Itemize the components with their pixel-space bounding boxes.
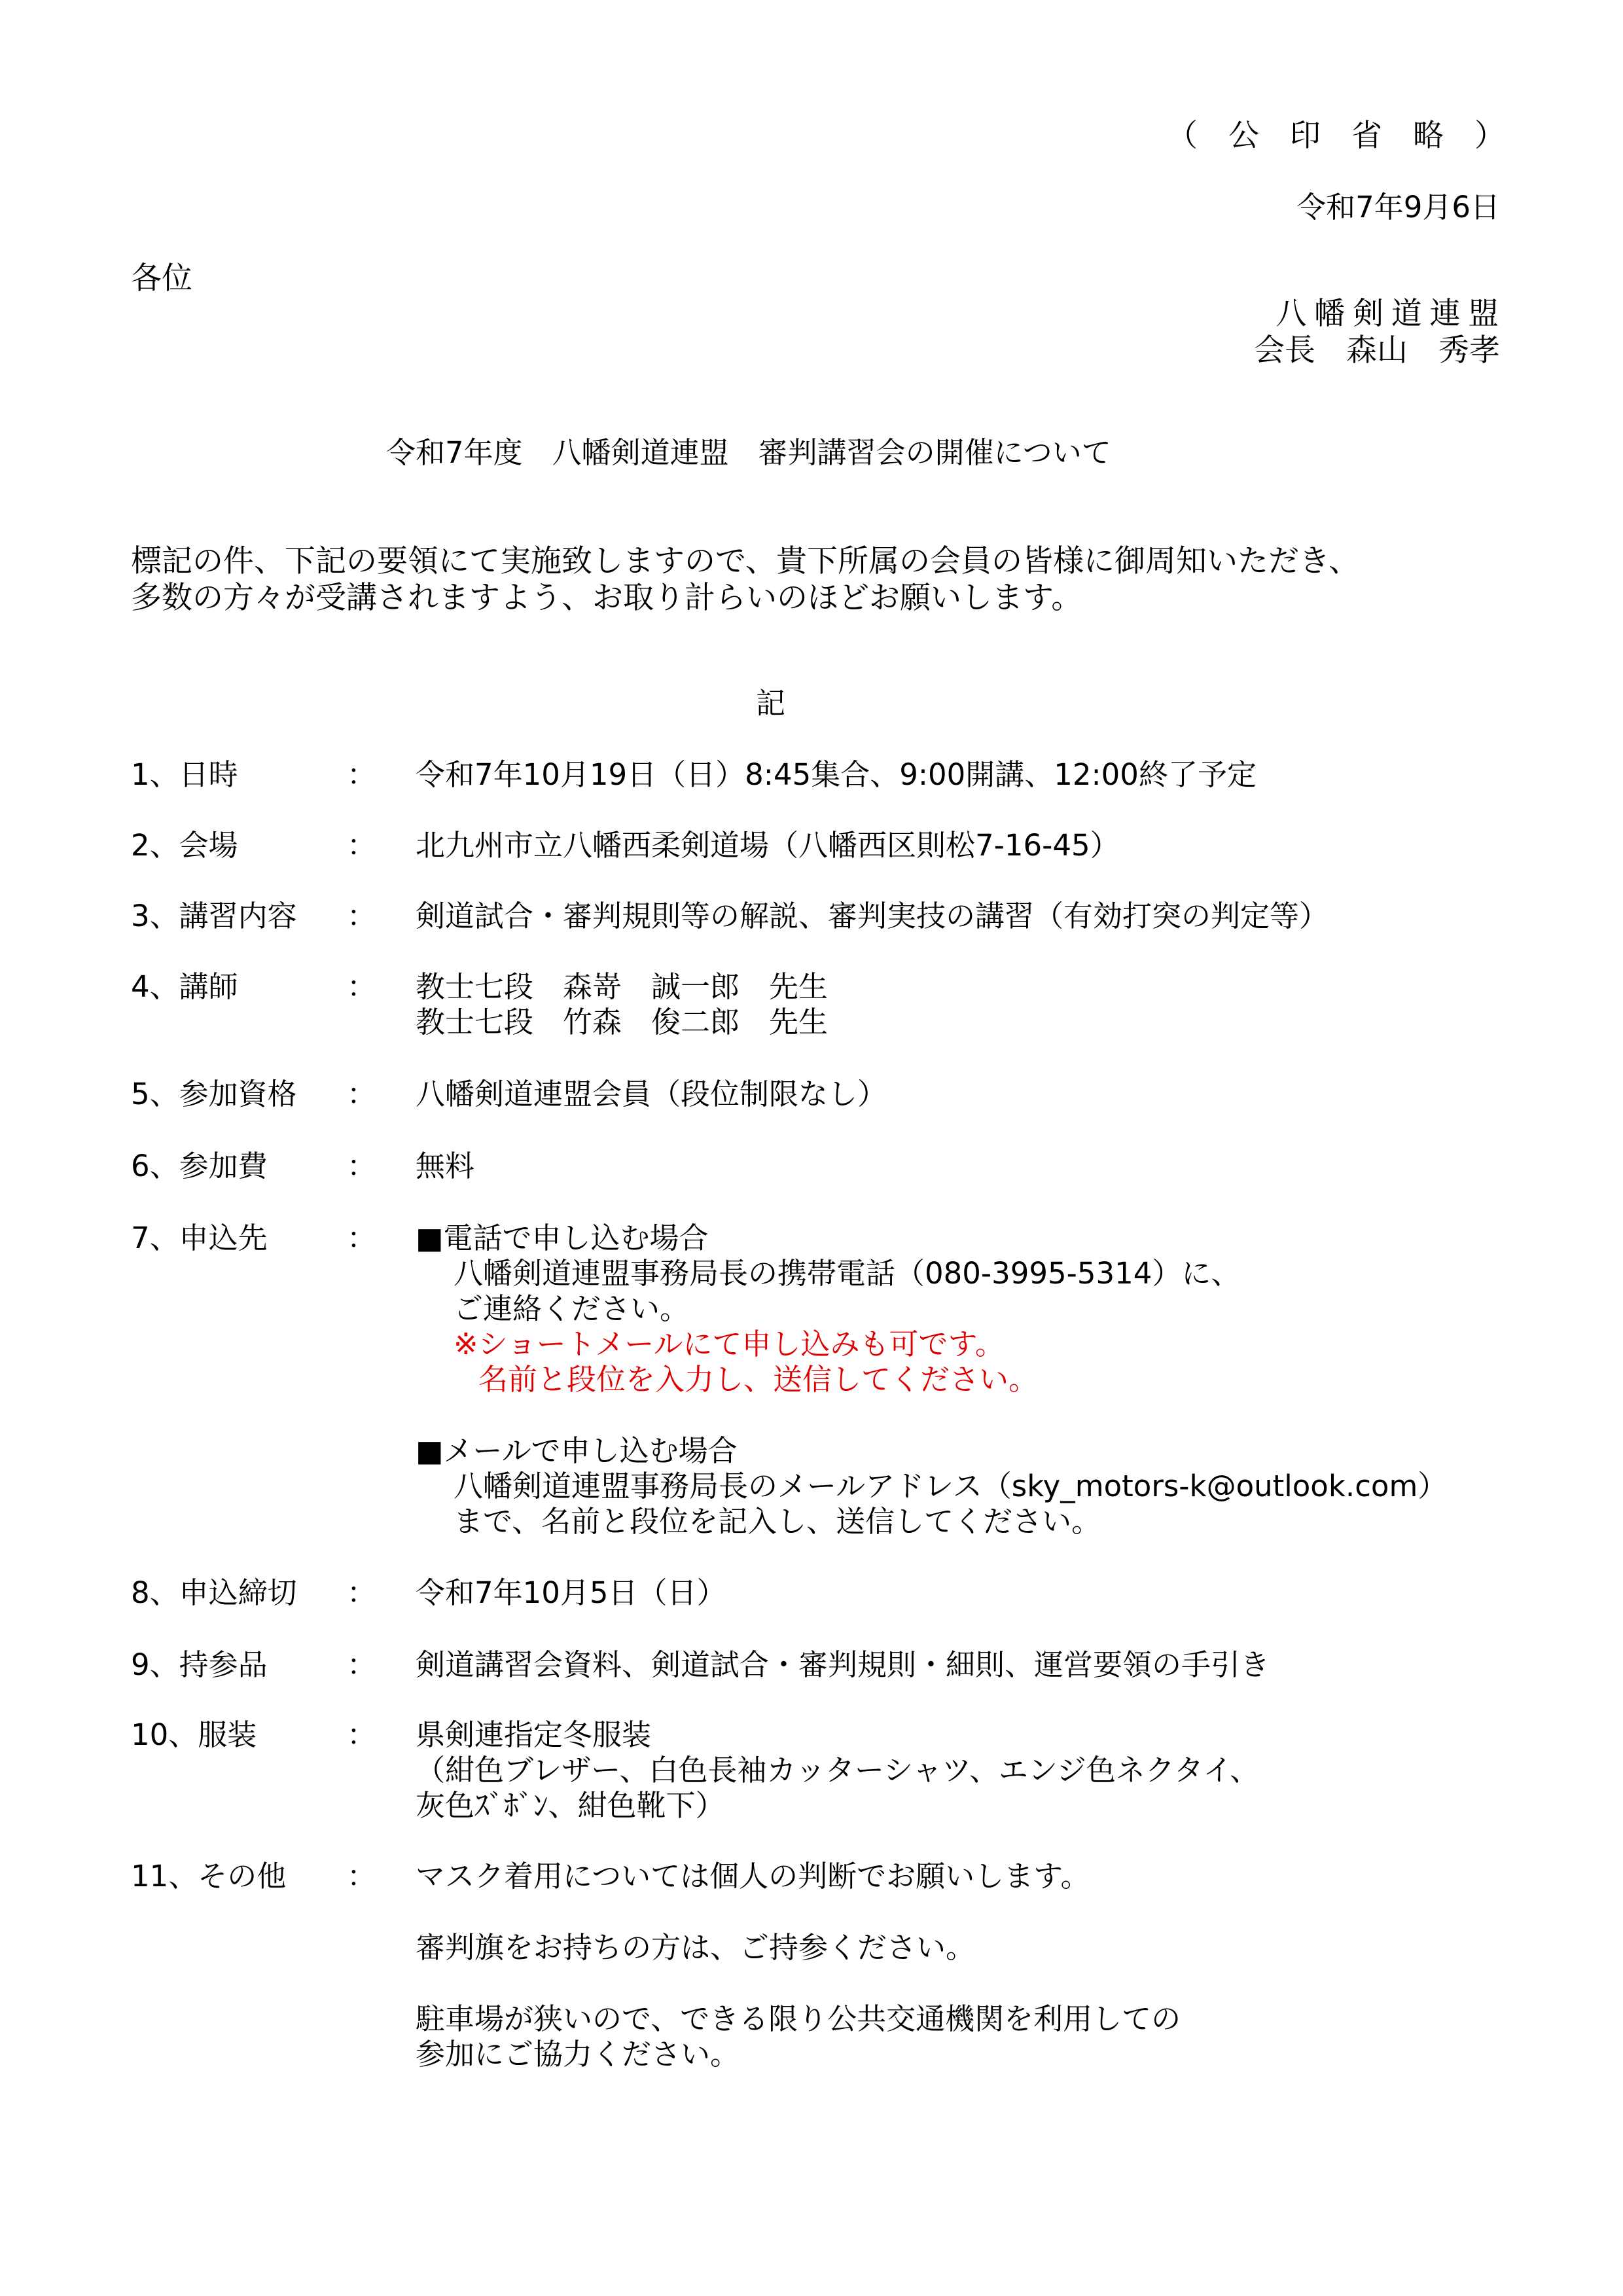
item-7-phone-block bbox=[416, 1221, 1240, 1397]
item-3-colon: ： bbox=[347, 899, 377, 933]
item-1-colon: ： bbox=[347, 757, 377, 792]
issue-date: 令和7年9月6日 bbox=[1296, 190, 1500, 224]
item-8-colon: ： bbox=[347, 1575, 377, 1610]
item-4-label: 4、講師 bbox=[131, 969, 238, 1004]
item-11-colon: ： bbox=[347, 1859, 377, 1893]
attire-line-2: （紺色ブレザー、白色長袖カッターシャツ、エンジ色ネクタイ、 bbox=[416, 1753, 1260, 1787]
phone-line-1: 八幡剣道連盟事務局長の携帯電話（080-3995-5314）に、 bbox=[454, 1256, 1241, 1291]
item-1-label: 1、日時 bbox=[131, 757, 238, 792]
item-9-items-to-bring: 剣道講習会資料、剣道試合・審判規則・細則、運営要領の手引き bbox=[416, 1647, 1270, 1682]
item-11-mask-note: マスク着用については個人の判断でお願いします。 bbox=[416, 1859, 1090, 1893]
item-5-colon: ： bbox=[347, 1077, 377, 1111]
ki-marker: 記 bbox=[756, 686, 786, 721]
mail-heading: ■メールで申し込む場合 bbox=[416, 1433, 738, 1468]
intro-line-1: 標記の件、下記の要領にて実施致しますので、貴下所属の会員の皆様に御周知いただき、 bbox=[131, 543, 1360, 579]
instructor-2: 教士七段 竹森 俊二郎 先生 bbox=[416, 1005, 829, 1039]
parking-line-1: 駐車場が狭いので、できる限り公共交通機関を利用しての bbox=[416, 2001, 1181, 2036]
item-7-label: 7、申込先 bbox=[131, 1221, 268, 1255]
organization-name: 八幡剣道連盟 bbox=[1275, 296, 1507, 332]
item-6-label: 6、参加費 bbox=[131, 1149, 268, 1183]
item-3-label: 3、講習内容 bbox=[131, 899, 297, 933]
item-10-label: 10、服装 bbox=[131, 1717, 257, 1752]
attire-line-3: 灰色ｽﾞﾎﾞﾝ、紺色靴下） bbox=[416, 1788, 725, 1823]
document-title: 令和7年度 八幡剣道連盟 審判講習会の開催について bbox=[386, 435, 1111, 470]
item-11-flag-note: 審判旗をお持ちの方は、ご持参ください。 bbox=[416, 1930, 976, 1965]
item-10-attire bbox=[416, 1717, 1259, 1823]
item-2-colon: ： bbox=[347, 828, 377, 863]
item-6-colon: ： bbox=[347, 1149, 377, 1183]
intro-line-2: 多数の方々が受講されますよう、お取り計らいのほどお願いします。 bbox=[131, 580, 1082, 616]
item-11-label: 11、その他 bbox=[131, 1859, 287, 1893]
phone-line-2: ご連絡ください。 bbox=[454, 1291, 690, 1326]
item-4-colon: ： bbox=[347, 969, 377, 1004]
item-2-label: 2、会場 bbox=[131, 828, 238, 863]
item-5-label: 5、参加資格 bbox=[131, 1077, 297, 1111]
item-2-venue: 北九州市立八幡西柔剣道場（八幡西区則松7-16-45） bbox=[416, 828, 1120, 863]
parking-line-2: 参加にご協力ください。 bbox=[416, 2037, 740, 2072]
phone-note-2: 名前と段位を入力し、送信してください。 bbox=[478, 1362, 1039, 1397]
item-3-content: 剣道試合・審判規則等の解説、審判実技の講習（有効打突の判定等） bbox=[416, 899, 1329, 933]
item-10-colon: ： bbox=[347, 1717, 377, 1752]
instructor-1: 教士七段 森嵜 誠一郎 先生 bbox=[416, 969, 829, 1004]
item-7-mail-block bbox=[416, 1433, 1447, 1539]
phone-note-1: ※ショートメールにて申し込みも可です。 bbox=[454, 1327, 1005, 1361]
item-5-eligibility: 八幡剣道連盟会員（段位制限なし） bbox=[416, 1077, 887, 1111]
item-9-label: 9、持参品 bbox=[131, 1647, 268, 1682]
item-6-fee: 無料 bbox=[416, 1149, 475, 1183]
item-11-parking-note bbox=[416, 2001, 1181, 2072]
item-9-colon: ： bbox=[347, 1647, 377, 1682]
attire-line-1: 県剣連指定冬服装 bbox=[416, 1717, 652, 1752]
mail-line-2: まで、名前と段位を記入し、送信してください。 bbox=[454, 1504, 1101, 1539]
item-7-colon: ： bbox=[347, 1221, 377, 1255]
seal-omitted-note: （ 公 印 省 略 ） bbox=[1167, 118, 1505, 154]
mail-line-1: 八幡剣道連盟事務局長のメールアドレス（sky_motors-k@outlook.com） bbox=[454, 1469, 1448, 1503]
president-name: 会長 森山 秀孝 bbox=[1254, 332, 1500, 368]
item-1-datetime: 令和7年10月19日（日）8:45集合、9:00開講、12:00終了予定 bbox=[416, 757, 1257, 792]
item-8-deadline: 令和7年10月5日（日） bbox=[416, 1575, 726, 1610]
intro-paragraph bbox=[131, 543, 1359, 617]
item-8-label: 8、申込締切 bbox=[131, 1575, 297, 1610]
item-4-instructors bbox=[416, 969, 828, 1040]
addressee: 各位 bbox=[131, 260, 192, 296]
phone-heading: ■電話で申し込む場合 bbox=[416, 1221, 709, 1255]
